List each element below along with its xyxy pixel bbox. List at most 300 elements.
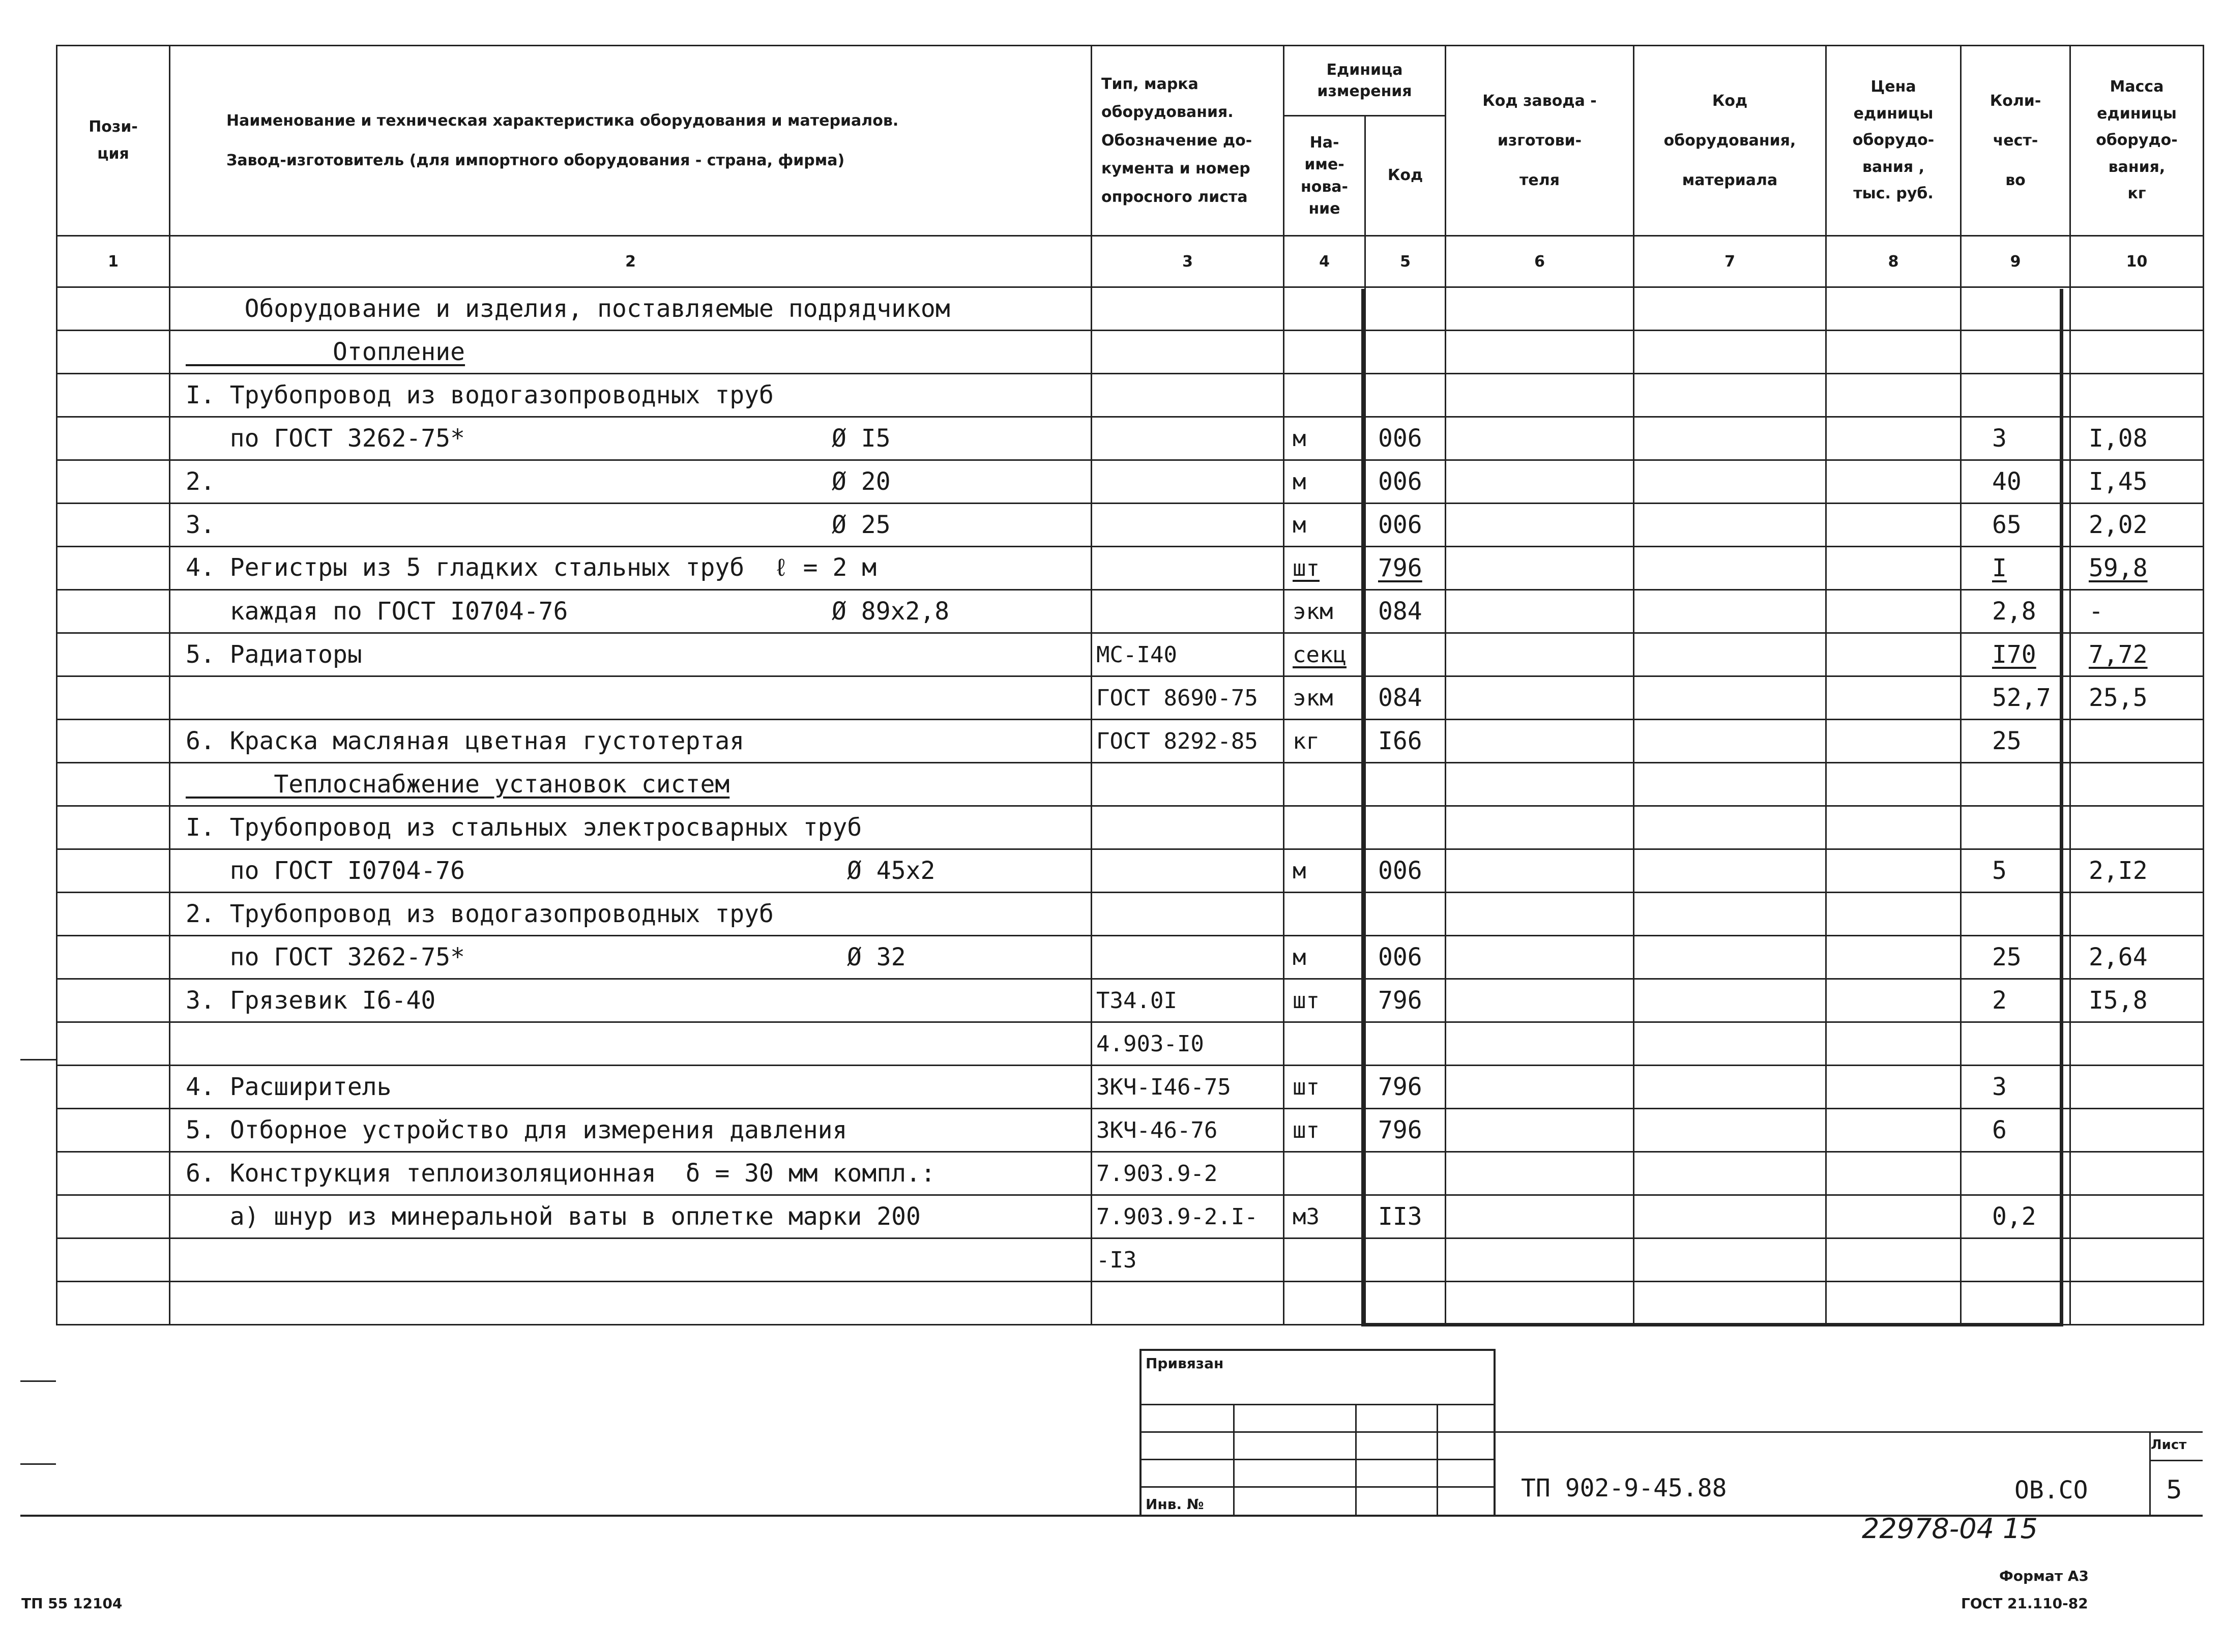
cell-4 [1284,287,1365,331]
cell-value: 65 [1992,511,2022,539]
table-row [57,936,2204,979]
cell-6 [1446,893,1634,936]
table-row [57,979,2204,1022]
diameter-label: Ø I5 [832,424,891,453]
cell-9 [1961,936,2070,979]
cell-6 [1446,720,1634,763]
cell-5 [1365,590,1446,633]
cell-4 [1284,417,1365,460]
item-name: по ГОСТ 3262-75* [186,943,465,971]
diameter-label: Ø 25 [832,511,891,539]
item-name: 3. Грязевик I6-40 [186,986,436,1015]
cell-4 [1284,1152,1365,1195]
cell-value: ЗКЧ-I46-75 [1096,1074,1231,1100]
cell-5 [1365,287,1446,331]
stamp-line [1142,1486,1494,1488]
cell-2 [170,1152,1092,1195]
cell-value: 006 [1378,943,1422,971]
cell-value: 2,64 [2089,943,2148,971]
cell-8 [1826,1238,1961,1282]
cell-value: 25,5 [2089,684,2148,712]
stamp-line [1142,1459,1494,1460]
cell-1 [57,504,170,547]
cell-value: -I3 [1096,1247,1137,1273]
cell-6 [1446,1238,1634,1282]
cell-9 [1961,1282,2070,1325]
cell-3 [1092,460,1284,504]
cell-2 [170,331,1092,374]
cell-9 [1961,374,2070,417]
cell-3 [1092,763,1284,806]
cell-7 [1634,1022,1826,1066]
table-row [57,1022,2204,1066]
cell-2 [170,720,1092,763]
cell-value: 006 [1378,511,1422,539]
cell-10 [2070,1282,2204,1325]
cell-2 [170,979,1092,1022]
cell-8 [1826,936,1961,979]
cell-value: 0,2 [1992,1202,2036,1231]
cell-3 [1092,720,1284,763]
cell-8 [1826,547,1961,590]
cell-3 [1092,1195,1284,1238]
cell-4 [1284,1238,1365,1282]
cell-9 [1961,763,2070,806]
cell-6 [1446,504,1634,547]
cell-6 [1446,460,1634,504]
cell-value: 3 [1992,1073,2007,1101]
cell-6 [1446,806,1634,849]
diameter-label: Ø 20 [832,467,891,496]
item-name: 6. Краска масляная цветная густотертая [186,727,745,755]
cell-6 [1446,763,1634,806]
cell-5 [1365,720,1446,763]
cell-2 [170,806,1092,849]
spec-table [56,45,2204,1325]
cell-5 [1365,1109,1446,1152]
cell-value: 6 [1992,1116,2007,1144]
cell-3 [1092,1152,1284,1195]
cell-value: 2,8 [1992,597,2036,626]
cell-8 [1826,979,1961,1022]
table-row [57,1238,2204,1282]
cell-value: 2,02 [2089,511,2148,539]
cell-5 [1365,633,1446,676]
cell-4 [1284,1109,1365,1152]
cell-3 [1092,590,1284,633]
cell-10 [2070,720,2204,763]
cell-2 [170,936,1092,979]
cell-3 [1092,287,1284,331]
binding-stamp [1139,1349,1496,1517]
cell-10 [2070,460,2204,504]
cell-5 [1365,374,1446,417]
doc-code: ТП 902-9-45.88 [1521,1474,1727,1502]
header-unit-name: На- име- нова- ние [1284,116,1365,236]
col-number: 3 [1092,236,1284,287]
col-number: 4 [1284,236,1365,287]
cell-7 [1634,849,1826,893]
cell-7 [1634,763,1826,806]
cell-8 [1826,460,1961,504]
cell-value: 7.903.9-2 [1096,1160,1218,1187]
cell-1 [57,287,170,331]
cell-9 [1961,893,2070,936]
table-row [57,720,2204,763]
cell-3 [1092,893,1284,936]
cell-value: 084 [1378,684,1422,712]
cell-5 [1365,1195,1446,1238]
col-number: 5 [1365,236,1446,287]
title-divider [1496,1431,2203,1433]
cell-8 [1826,806,1961,849]
cell-10 [2070,547,2204,590]
table-row [57,806,2204,849]
handwritten-number: 22978-04 15 [1862,1513,2038,1545]
cell-value: м [1293,468,1306,495]
cell-4 [1284,460,1365,504]
cell-1 [57,374,170,417]
cell-7 [1634,460,1826,504]
cell-5 [1365,676,1446,720]
item-name: Отопление [186,338,465,366]
table-row [57,1282,2204,1325]
cell-9 [1961,590,2070,633]
table-row [57,1152,2204,1195]
cell-6 [1446,979,1634,1022]
stamp-vline [1233,1404,1235,1517]
cell-value: шт [1293,1074,1320,1100]
cell-7 [1634,893,1826,936]
cell-value: 7,72 [2089,640,2148,669]
cell-7 [1634,1066,1826,1109]
cell-5 [1365,547,1446,590]
cell-value: шт [1293,555,1320,581]
cell-2 [170,1238,1092,1282]
sheet-label: Лист [2151,1437,2187,1453]
cell-value: 2,I2 [2089,857,2148,885]
cell-value: 084 [1378,597,1422,626]
cell-4 [1284,1022,1365,1066]
cell-value: I,45 [2089,467,2148,496]
cell-9 [1961,676,2070,720]
header-row [57,46,2204,116]
cell-1 [57,1152,170,1195]
cell-6 [1446,849,1634,893]
cell-1 [57,763,170,806]
cell-value: м [1293,512,1306,538]
cell-1 [57,1022,170,1066]
cell-5 [1365,1238,1446,1282]
cell-value: 796 [1378,554,1422,582]
cell-1 [57,331,170,374]
cell-8 [1826,287,1961,331]
cell-value: шт [1293,1117,1320,1143]
cell-1 [57,1282,170,1325]
item-name: I. Трубопровод из стальных электросварных труб [186,813,862,842]
cell-value: м [1293,858,1306,884]
cell-7 [1634,806,1826,849]
cell-2 [170,763,1092,806]
cell-1 [57,849,170,893]
cell-value: II3 [1378,1202,1422,1231]
cell-6 [1446,1022,1634,1066]
cell-9 [1961,1109,2070,1152]
cell-1 [57,806,170,849]
column-numbers-row [57,236,2204,287]
cell-value: 2 [1992,986,2007,1015]
cell-3 [1092,1109,1284,1152]
cell-5 [1365,1066,1446,1109]
table-row [57,331,2204,374]
cell-3 [1092,806,1284,849]
cell-10 [2070,849,2204,893]
cell-9 [1961,1238,2070,1282]
cell-value: 25 [1992,943,2022,971]
cell-4 [1284,590,1365,633]
item-name: 5. Радиаторы [186,640,362,669]
cell-1 [57,936,170,979]
doc-mark: ОВ.СО [2014,1476,2088,1504]
cell-7 [1634,504,1826,547]
cell-6 [1446,936,1634,979]
table-row [57,849,2204,893]
cell-9 [1961,331,2070,374]
cell-value: ГОСТ 8292-85 [1096,728,1258,754]
cell-5 [1365,893,1446,936]
inv-label: Инв. № [1146,1496,1204,1513]
table-row [57,547,2204,590]
cell-2 [170,849,1092,893]
cell-2 [170,590,1092,633]
item-name: I. Трубопровод из водогазопроводных труб [186,381,774,409]
cell-2 [170,1066,1092,1109]
cell-1 [57,1066,170,1109]
cell-value: - [2089,597,2103,626]
cell-4 [1284,979,1365,1022]
item-name: каждая по ГОСТ I0704-76 [186,597,568,626]
cell-value: 40 [1992,467,2022,496]
cell-value: экм [1293,685,1333,711]
header-type: Тип, марка оборудования. Обозначение до- кумента и номер опросного листа [1092,46,1284,236]
header-name-line1: Наименование и техническая характеристика оборудования и материалов. [226,111,899,130]
col-number: 9 [1961,236,2070,287]
cell-9 [1961,720,2070,763]
cell-1 [57,547,170,590]
cell-10 [2070,936,2204,979]
col-number: 1 [57,236,170,287]
cell-10 [2070,633,2204,676]
table-row [57,676,2204,720]
cell-10 [2070,331,2204,374]
item-name: по ГОСТ I0704-76 [186,857,465,885]
cell-value: I66 [1378,727,1422,755]
cell-2 [170,1282,1092,1325]
cell-7 [1634,1109,1826,1152]
cell-8 [1826,633,1961,676]
cell-3 [1092,1022,1284,1066]
cell-8 [1826,676,1961,720]
cell-value: 796 [1378,1073,1422,1101]
cell-1 [57,720,170,763]
cell-8 [1826,720,1961,763]
cell-3 [1092,676,1284,720]
cell-3 [1092,1238,1284,1282]
cell-value: 4.903-I0 [1096,1030,1204,1057]
cell-10 [2070,374,2204,417]
cell-5 [1365,849,1446,893]
cell-10 [2070,1238,2204,1282]
cell-value: кг [1293,728,1320,754]
cell-7 [1634,979,1826,1022]
cell-value: 006 [1378,857,1422,885]
cell-4 [1284,1282,1365,1325]
cell-10 [2070,763,2204,806]
cell-3 [1092,547,1284,590]
header-position: Пози- ция [57,46,170,236]
cell-4 [1284,633,1365,676]
cell-5 [1365,763,1446,806]
cell-3 [1092,1282,1284,1325]
cell-value: I70 [1992,640,2036,669]
cell-1 [57,676,170,720]
cell-2 [170,460,1092,504]
cell-3 [1092,504,1284,547]
cell-5 [1365,936,1446,979]
table-row [57,287,2204,331]
cell-5 [1365,1022,1446,1066]
diameter-label: Ø 32 [847,943,906,971]
cell-6 [1446,1066,1634,1109]
cell-value: 006 [1378,424,1422,453]
cell-5 [1365,417,1446,460]
header-quantity: Коли- чест- во [1961,46,2070,236]
cell-value: 3 [1992,424,2007,453]
cell-1 [57,460,170,504]
gost-label: ГОСТ 21.110-82 [1961,1595,2088,1612]
item-name: 5. Отборное устройство для измерения давления [186,1116,847,1144]
cell-value: 796 [1378,1116,1422,1144]
table-row [57,763,2204,806]
item-name: 2. Трубопровод из водогазопроводных труб [186,900,774,928]
cell-9 [1961,547,2070,590]
cell-6 [1446,1195,1634,1238]
item-name: Теплоснабжение установок систем [186,770,730,799]
cell-value: 7.903.9-2.I- [1096,1203,1258,1230]
stamp-vline [1437,1404,1438,1517]
cell-value: 52,7 [1992,684,2051,712]
item-name: 3. [186,511,215,539]
cell-7 [1634,1195,1826,1238]
header-name [170,46,1092,236]
col-number: 7 [1634,236,1826,287]
cell-10 [2070,676,2204,720]
stamp-label: Привязан [1146,1355,1224,1372]
item-name: 2. [186,467,215,496]
cell-5 [1365,1152,1446,1195]
cell-1 [57,1109,170,1152]
cell-4 [1284,806,1365,849]
cell-7 [1634,331,1826,374]
table-row [57,374,2204,417]
cell-4 [1284,893,1365,936]
cell-7 [1634,1152,1826,1195]
stamp-line [1142,1404,1494,1405]
cell-value: 25 [1992,727,2022,755]
cell-1 [57,633,170,676]
cell-5 [1365,806,1446,849]
cell-2 [170,417,1092,460]
cell-3 [1092,1066,1284,1109]
cell-10 [2070,1152,2204,1195]
cell-10 [2070,417,2204,460]
cell-3 [1092,849,1284,893]
table-row [57,504,2204,547]
cell-2 [170,1022,1092,1066]
cell-2 [170,374,1092,417]
item-name: 4. Расширитель [186,1073,392,1101]
cell-7 [1634,374,1826,417]
table-row [57,893,2204,936]
cell-1 [57,1195,170,1238]
header-factory-code: Код завода - изготови- теля [1446,46,1634,236]
cell-value: 59,8 [2089,554,2148,582]
cell-1 [57,417,170,460]
cell-value: Т34.0I [1096,987,1177,1014]
cell-value: 796 [1378,986,1422,1015]
sheet-divider [2149,1460,2203,1461]
table-row [57,633,2204,676]
cell-4 [1284,1066,1365,1109]
col-number: 8 [1826,236,1961,287]
cell-4 [1284,331,1365,374]
cell-2 [170,893,1092,936]
table-row [57,1195,2204,1238]
margin-tick [20,1463,56,1465]
cell-9 [1961,806,2070,849]
diameter-label: Ø 89x2,8 [832,597,950,626]
cell-value: м3 [1293,1203,1320,1230]
cell-8 [1826,1109,1961,1152]
cell-8 [1826,1152,1961,1195]
cell-9 [1961,1022,2070,1066]
cell-9 [1961,504,2070,547]
header-price: Цена единицы оборудо- вания , тыс. руб. [1826,46,1961,236]
cell-9 [1961,460,2070,504]
cell-8 [1826,504,1961,547]
cell-8 [1826,374,1961,417]
cell-7 [1634,590,1826,633]
item-name: Оборудование и изделия, поставляемые подрядчиком [186,294,950,323]
cell-10 [2070,504,2204,547]
cell-6 [1446,547,1634,590]
cell-value: ГОСТ 8690-75 [1096,685,1258,711]
cell-value: 5 [1992,857,2007,885]
cell-4 [1284,374,1365,417]
cell-7 [1634,417,1826,460]
cell-10 [2070,1109,2204,1152]
table-row [57,417,2204,460]
cell-8 [1826,331,1961,374]
cell-8 [1826,1282,1961,1325]
cell-3 [1092,374,1284,417]
cell-7 [1634,633,1826,676]
cell-5 [1365,1282,1446,1325]
cell-value: секц [1293,641,1347,668]
header-name-line2: Завод-изготовитель (для импортного оборудования - страна, фирма) [226,151,845,169]
cell-7 [1634,1282,1826,1325]
cell-6 [1446,676,1634,720]
